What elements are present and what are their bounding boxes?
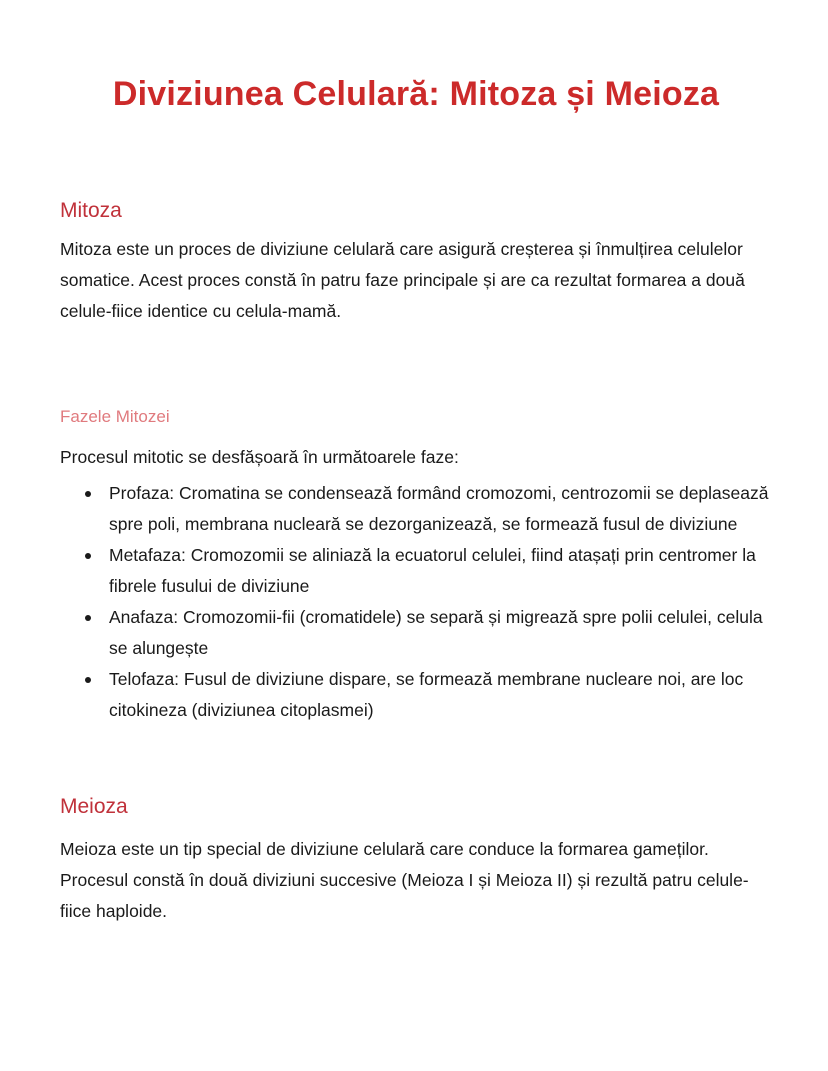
bullet-icon [85, 615, 91, 621]
document-title: Diviziunea Celulară: Mitoza și Meioza [112, 75, 720, 113]
list-item-telofaza [60, 664, 772, 726]
meioza-paragraph: Meioza este un tip special de diviziune celulară care conduce la formarea gameților. Procesul constă în două diviziuni succesive (Meioza I și Meioza II) și rezultă patru celule-fiice haploide. [60, 839, 749, 921]
bullet-icon [85, 553, 91, 559]
phases-list [60, 478, 772, 726]
list-item-metafaza [60, 540, 772, 602]
list-item-text: Profaza: Cromatina se condensează formând cromozomi, centrozomii se deplasează spre poli, membrana nucleară se dezorganizează, se formează fusul de diviziune [109, 483, 769, 534]
bullet-icon [85, 677, 91, 683]
fazele-intro: Procesul mitotic se desfășoară în următoarele faze: [60, 447, 459, 467]
section-heading-meioza: Meioza [60, 795, 128, 818]
list-item-text: Metafaza: Cromozomii se aliniază la ecuatorul celulei, fiind atașați prin centromer la fibrele fusului de diviziune [109, 545, 756, 596]
subheading-fazele-mitozei: Fazele Mitozei [60, 407, 170, 426]
list-item-profaza [60, 478, 772, 540]
section-heading-mitoza: Mitoza [60, 199, 122, 222]
list-item-text: Anafaza: Cromozomii-fii (cromatidele) se separă și migrează spre polii celulei, celula se alungește [109, 607, 763, 658]
bullet-icon [85, 491, 91, 497]
list-item-text: Telofaza: Fusul de diviziune dispare, se formează membrane nucleare noi, are loc citokineza (diviziunea citoplasmei) [109, 669, 744, 720]
list-item-anafaza [60, 602, 772, 664]
mitoza-paragraph: Mitoza este un proces de diviziune celulară care asigură creșterea și înmulțirea celulelor somatice. Acest proces constă în patru faze principale și are ca rezultat formarea a două celule-fiice identice cu celula-mamă. [60, 239, 745, 321]
